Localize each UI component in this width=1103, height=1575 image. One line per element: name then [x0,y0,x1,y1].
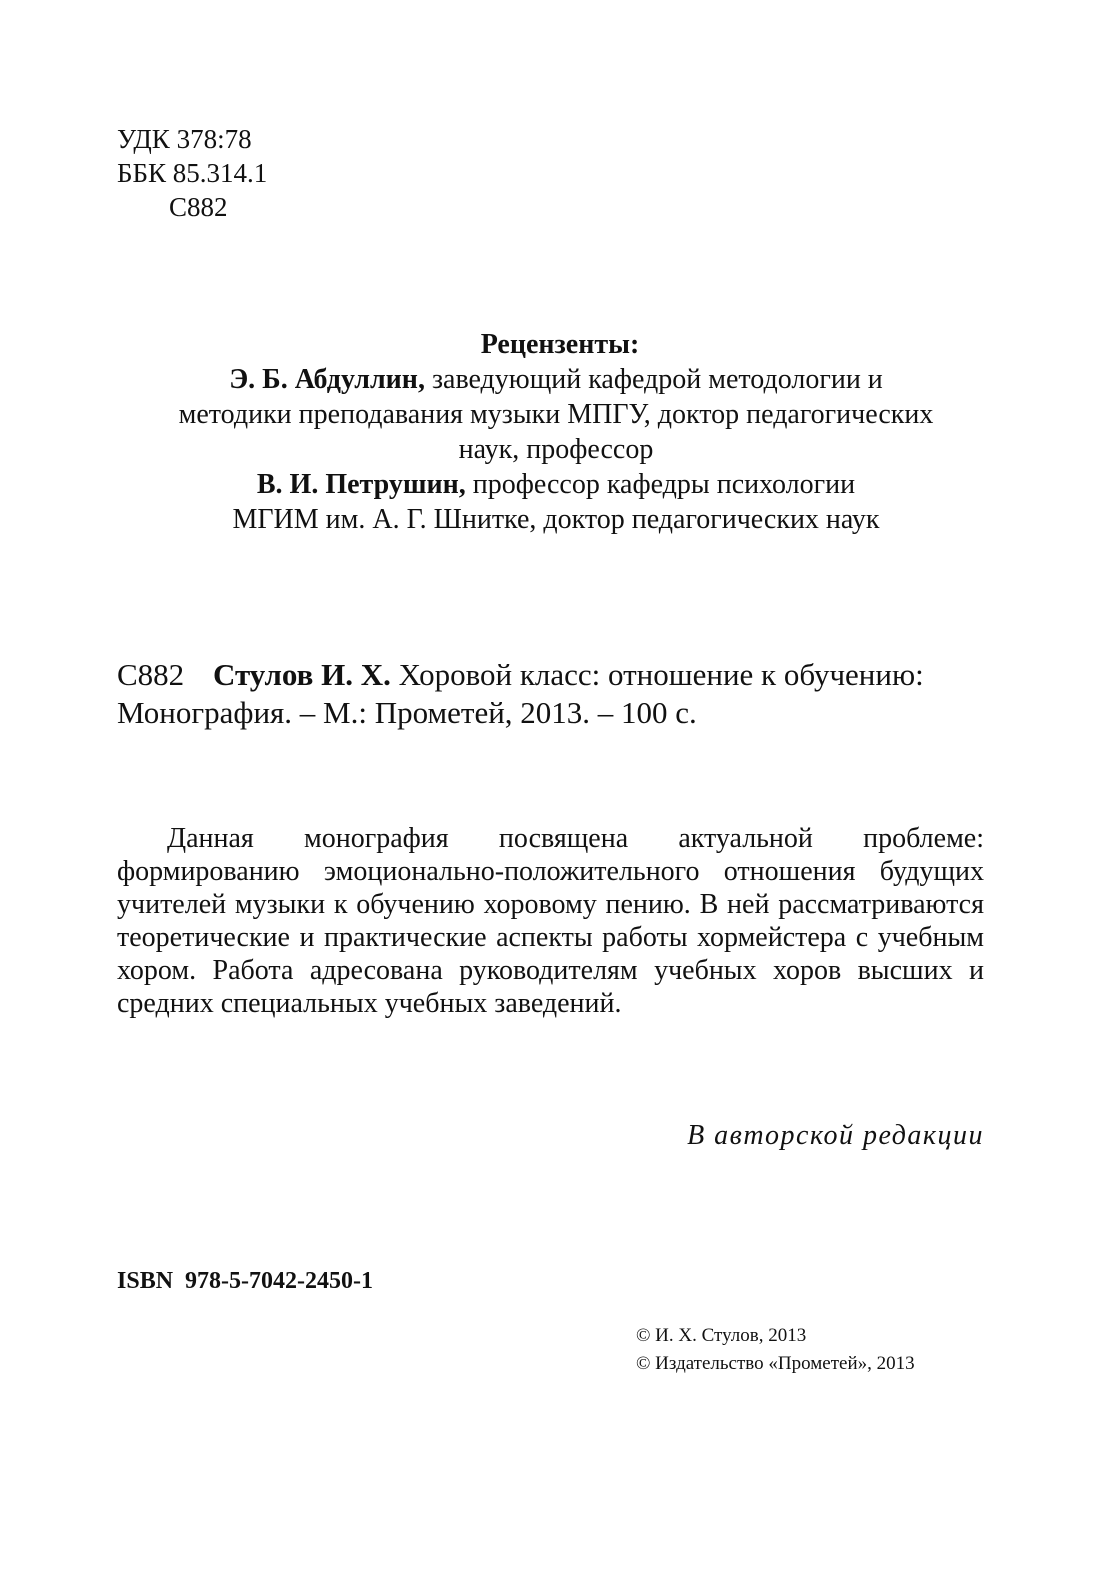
biblio-code: С882 [117,657,185,692]
udk-code: УДК 378:78 [117,124,252,154]
abstract: Данная монография посвящена актуальной проблеме: формированию эмоционально-положительного отношения будущих учителей музыки к обучению хоровому пению. В ней рассматриваются теоретические и практические аспекты работы хормейстера с учебным хором. Работа адресована руководителям учебных хоров высших и средних специальных учебных заведений. [117,823,984,1019]
bbk-code: ББК 85.314.1 [117,158,268,188]
isbn-label: ISBN [117,1268,174,1294]
reviewer-1-name: Э. Б. Абдуллин, [229,364,425,395]
author-sign: С882 [169,192,228,222]
reviewer-2-line-2: МГИМ им. А. Г. Шнитке, доктор педагогических наук [232,504,880,535]
reviewer-1-line-2: методики преподавания музыки МПГУ, доктор педагогических [178,399,934,430]
edition-note: В авторской редакции [687,1120,984,1151]
reviewer-1-position: заведующий кафедрой методологии и [424,364,883,395]
biblio-title: Хоровой класс: отношение к обучению: [390,657,924,692]
reviewers-block [110,327,1002,537]
reviewer-2-position: профессор кафедры психологии [465,469,856,500]
isbn [117,1268,373,1295]
classification-block [117,122,267,224]
reviewer-1-line-3: наук, профессор [458,434,654,465]
reviewer-2 [110,467,1002,502]
biblio-details: Монография. – М.: Прометей, 2013. – 100 с. [117,695,697,730]
isbn-number: 978-5-7042-2450-1 [185,1268,373,1294]
copyright-author: © И. Х. Стулов, 2013 [636,1325,807,1346]
reviewer-1 [110,362,1002,397]
copyright-publisher: © Издательство «Прометей», 2013 [636,1353,915,1374]
bibliographic-line-1 [117,656,997,694]
copyright-block [636,1322,915,1378]
reviewers-heading: Рецензенты: [480,329,640,360]
bibliographic-record [117,656,997,732]
biblio-author: Стулов И. Х. [213,657,391,692]
reviewer-2-name: В. И. Петрушин, [256,469,466,500]
